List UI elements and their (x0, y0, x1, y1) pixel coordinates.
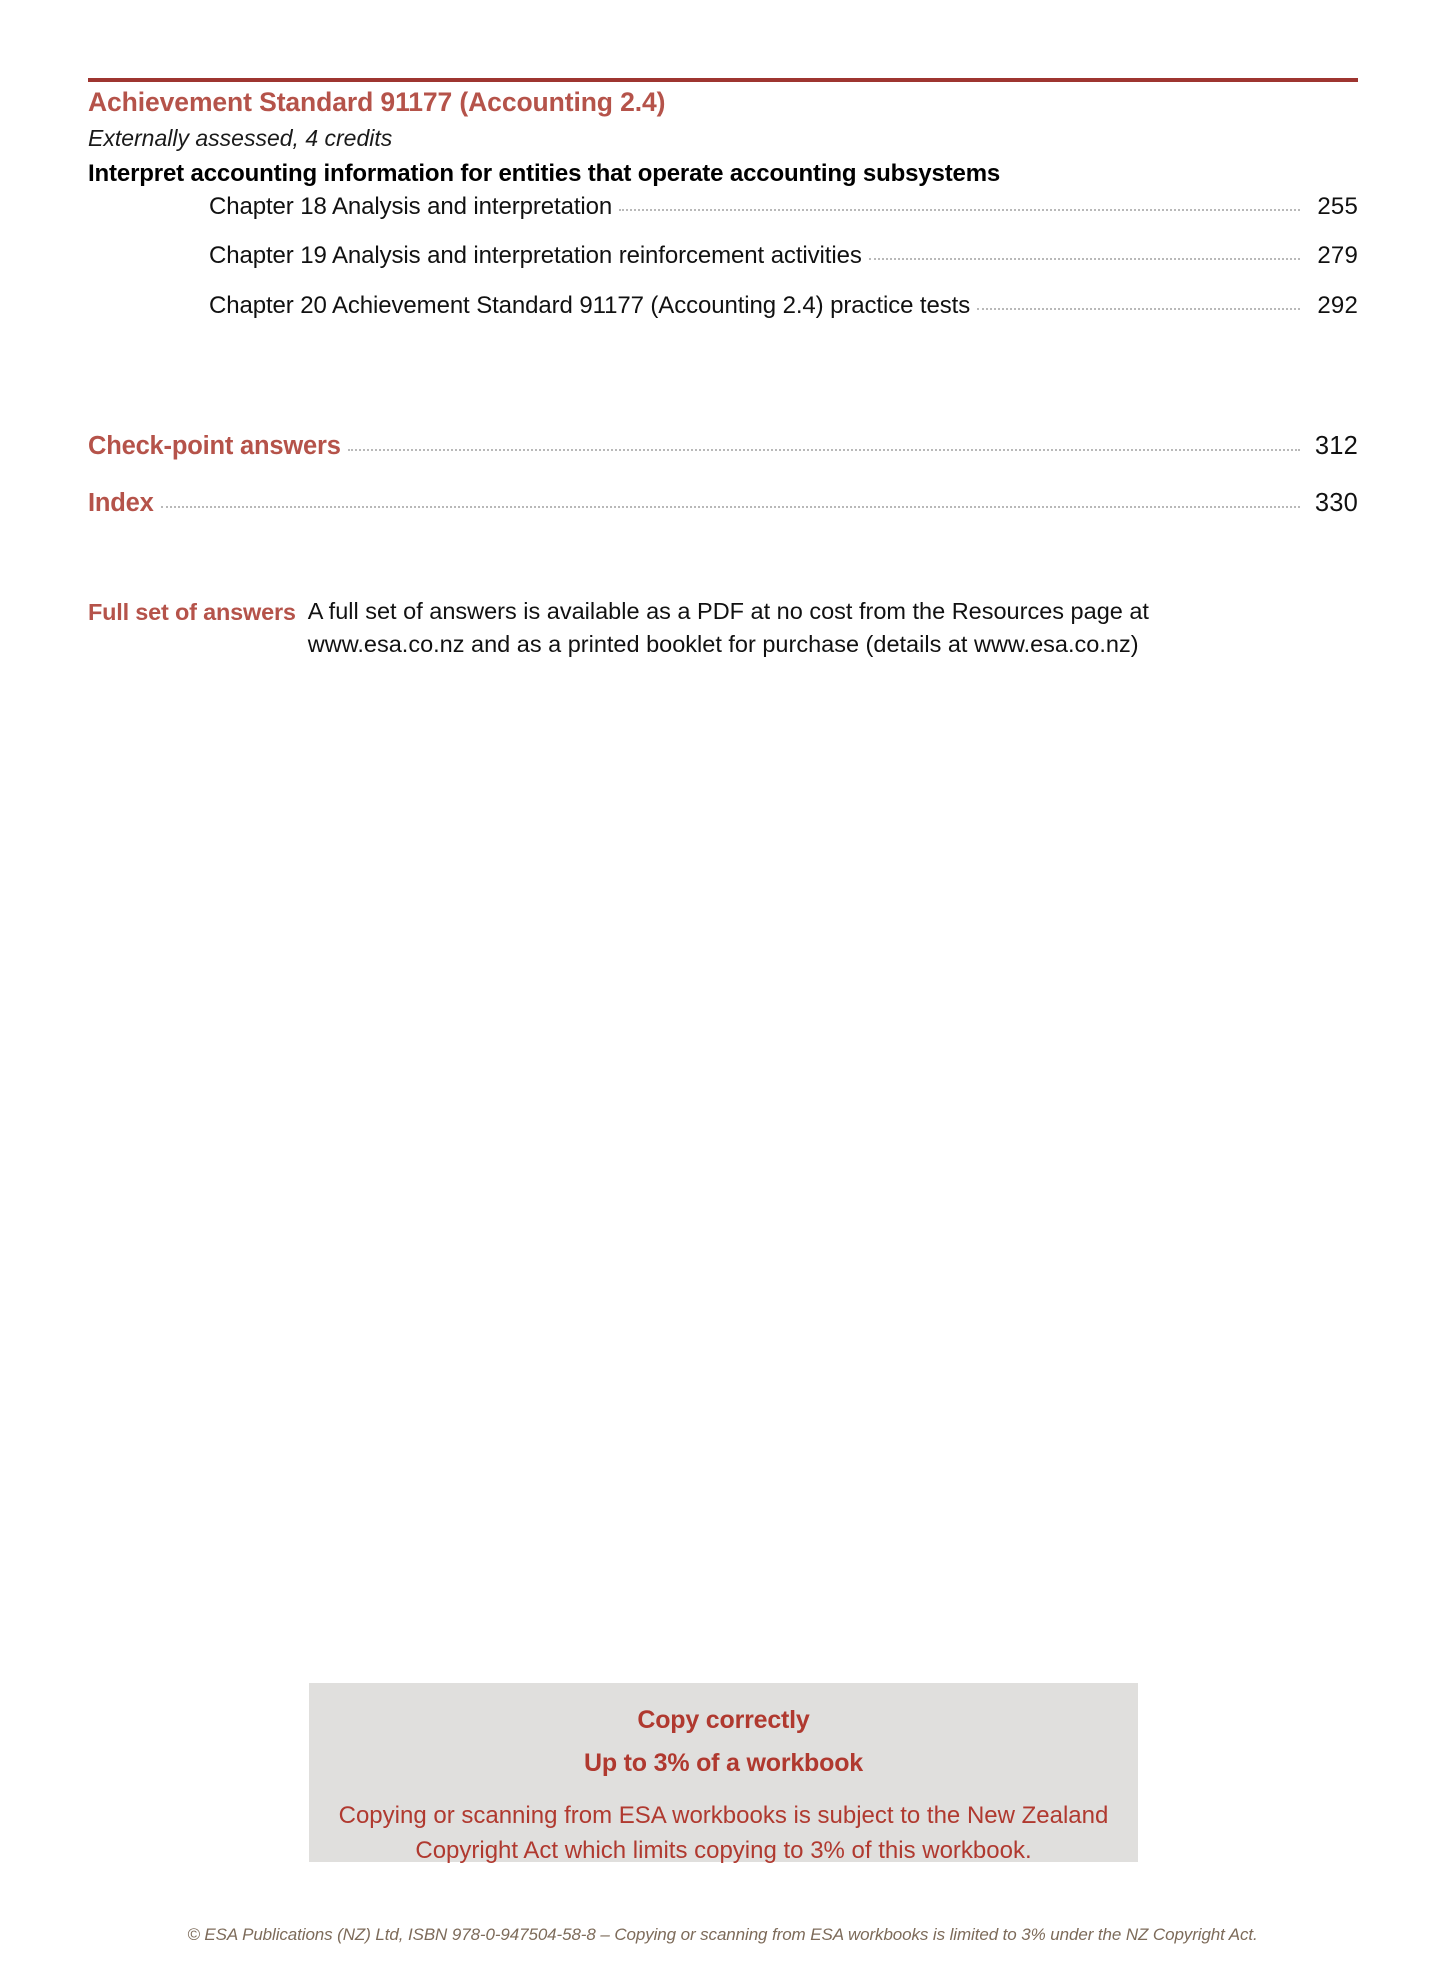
leader-dots (161, 505, 1300, 508)
toc-page-number: 292 (1317, 292, 1358, 320)
full-set-of-answers-body (308, 595, 1208, 662)
header-rule (88, 78, 1358, 82)
achievement-standard-block (88, 86, 1358, 189)
full-set-of-answers-heading: Full set of answers (88, 599, 296, 625)
copy-correctly-notice (309, 1683, 1138, 1862)
page-footer: © ESA Publications (NZ) Ltd, ISBN 978-0-947504-58-8 – Copying or scanning from ESA workbooks is limited to 3% under the NZ Copyright Act. (187, 1925, 1258, 1944)
leader-dots (977, 307, 1300, 310)
notice-body (309, 1799, 1138, 1869)
toc-page-number: 330 (1314, 488, 1358, 517)
toc-entry-chapter-19[interactable] (209, 232, 1358, 282)
chapter-list (209, 182, 1358, 331)
toc-entry-chapter-20[interactable] (209, 282, 1358, 332)
notice-title: Copy correctly (637, 1706, 810, 1734)
leader-dots (348, 448, 1300, 451)
toc-label: Chapter 18 Analysis and interpretation (209, 192, 613, 220)
toc-page-number: 279 (1317, 242, 1358, 270)
toc-page-number: 255 (1317, 192, 1358, 220)
toc-label: Check-point answers (88, 432, 341, 460)
toc-entry-chapter-18[interactable] (209, 182, 1358, 232)
major-section-list (88, 418, 1358, 531)
toc-entry-check-point-answers[interactable] (88, 418, 1358, 475)
full-set-of-answers-block (88, 595, 1358, 662)
answers-line-1: A full set of answers is available as a PDF at no cost from the Resources page at (307, 598, 1149, 624)
toc-label: Chapter 19 Analysis and interpretation reinforcement activities (209, 242, 862, 270)
toc-label: Index (88, 488, 154, 517)
notice-body-line-2: Copyright Act which limits copying to 3% of this workbook. (415, 1836, 1032, 1864)
notice-body-line-1: Copying or scanning from ESA workbooks is subject to the New Zealand (338, 1802, 1109, 1829)
answers-line-2: www.esa.co.nz and as a printed booklet for purchase (details at www.esa.co.nz) (307, 631, 1139, 658)
toc-page-number: 312 (1314, 432, 1358, 460)
standard-credits: Externally assessed, 4 credits (88, 124, 393, 151)
leader-dots (869, 257, 1300, 260)
standard-description: Interpret accounting information for entities that operate accounting subsystems (88, 159, 1001, 187)
toc-entry-index[interactable] (88, 475, 1358, 532)
leader-dots (619, 208, 1300, 211)
notice-subtitle: Up to 3% of a workbook (584, 1748, 863, 1777)
toc-label: Chapter 20 Achievement Standard 91177 (Accounting 2.4) practice tests (209, 292, 971, 320)
page-title: Achievement Standard 91177 (Accounting 2.4) (88, 87, 666, 117)
